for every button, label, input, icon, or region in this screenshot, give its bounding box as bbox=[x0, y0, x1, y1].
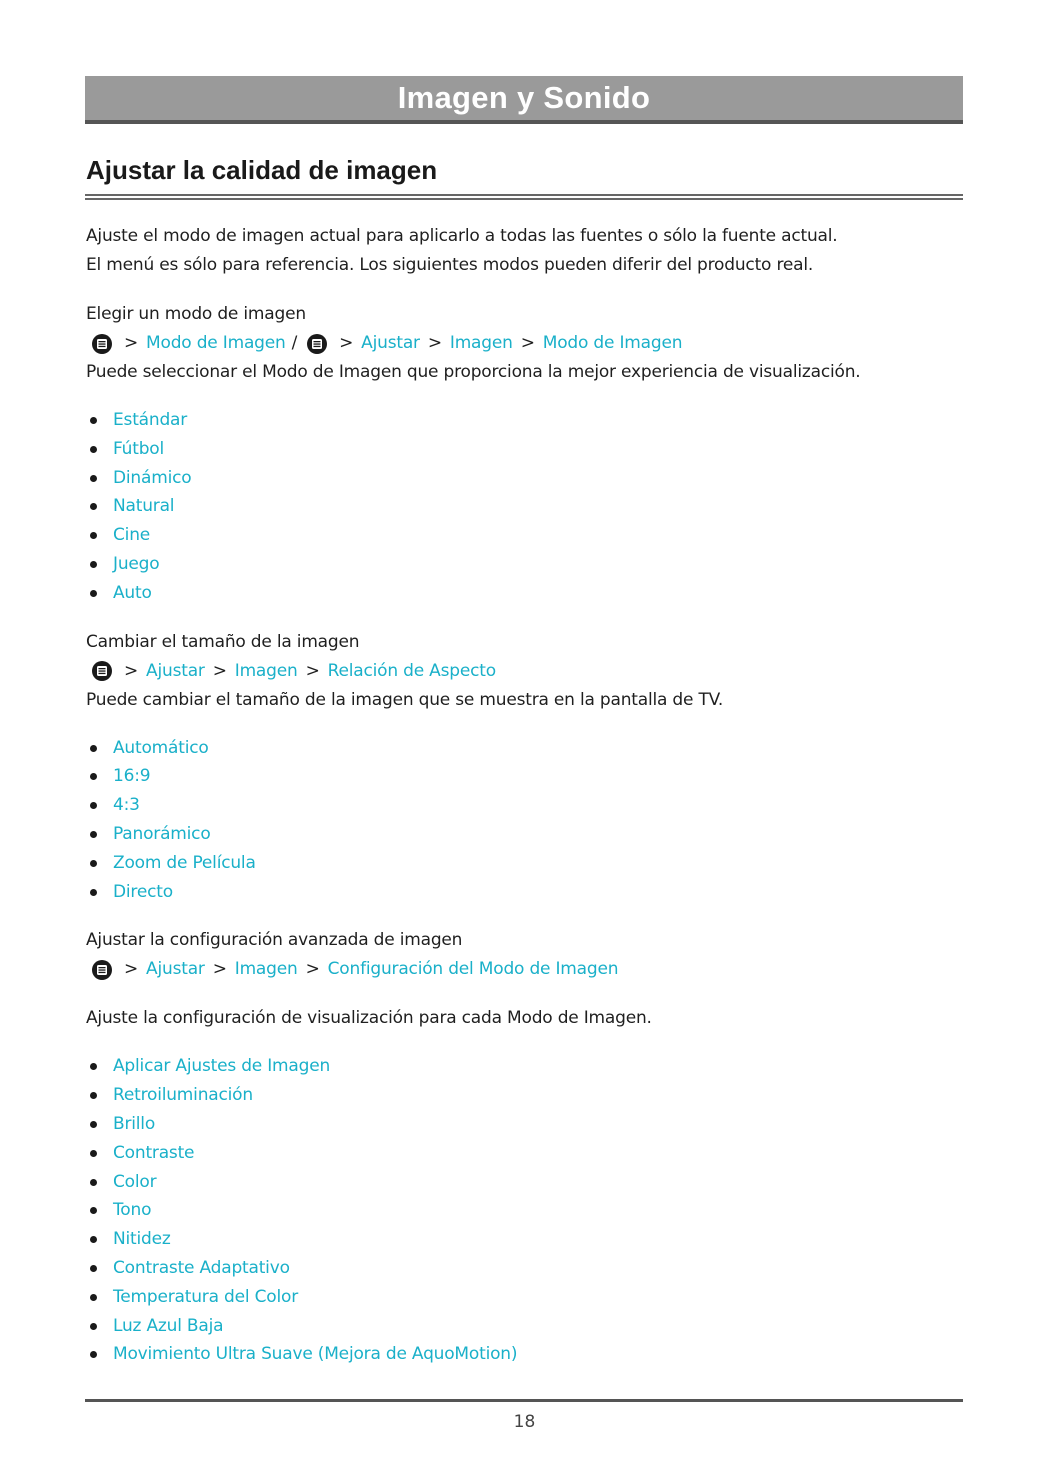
path-separator: > bbox=[124, 333, 139, 353]
menu-icon bbox=[305, 329, 329, 358]
list-item[interactable]: Temperatura del Color bbox=[86, 1283, 966, 1312]
path-link-picture-mode-settings[interactable]: Configuración del Modo de Imagen bbox=[327, 959, 619, 980]
picture-mode-description: Puede seleccionar el Modo de Imagen que proporciona la mejor experiencia de visualización. bbox=[86, 362, 861, 382]
list-item[interactable]: Fútbol bbox=[86, 435, 966, 464]
path-link-settings[interactable]: Ajustar bbox=[146, 959, 205, 980]
path-separator: > bbox=[124, 660, 139, 681]
list-item[interactable]: Auto bbox=[86, 579, 966, 608]
list-item[interactable]: Retroiluminación bbox=[86, 1081, 966, 1110]
advanced-menu-path bbox=[86, 955, 966, 984]
path-separator: > bbox=[427, 333, 442, 353]
footer-divider bbox=[85, 1399, 963, 1402]
path-link-settings[interactable]: Ajustar bbox=[146, 660, 205, 681]
path-separator: > bbox=[305, 959, 320, 980]
bullet bbox=[90, 475, 97, 482]
bullet bbox=[90, 889, 97, 896]
bullet bbox=[90, 1207, 97, 1214]
list-item[interactable]: Automático bbox=[86, 734, 966, 763]
aspect-ratio-heading: Cambiar el tamaño de la imagen bbox=[86, 631, 360, 652]
bullet bbox=[90, 773, 97, 780]
bullet bbox=[90, 590, 97, 597]
menu-icon bbox=[90, 955, 114, 984]
aspect-ratio-description: Puede cambiar el tamaño de la imagen que se muestra en la pantalla de TV. bbox=[86, 689, 724, 710]
path-separator: > bbox=[212, 959, 227, 980]
list-item[interactable]: Contraste bbox=[86, 1139, 966, 1168]
section-title: Ajustar la calidad de imagen bbox=[86, 155, 438, 185]
path-link-aspect-ratio[interactable]: Relación de Aspecto bbox=[327, 660, 496, 681]
list-item[interactable]: Zoom de Película bbox=[86, 849, 966, 878]
list-item[interactable]: Tono bbox=[86, 1196, 966, 1225]
main-content bbox=[86, 222, 966, 1369]
page-number: 18 bbox=[513, 1412, 536, 1432]
list-item[interactable]: Luz Azul Baja bbox=[86, 1312, 966, 1341]
path-slash: / bbox=[291, 333, 298, 353]
bullet bbox=[90, 446, 97, 453]
intro-line-1: Ajuste el modo de imagen actual para aplicarlo a todas las fuentes o sólo la fuente actual. bbox=[86, 226, 838, 246]
list-item[interactable]: Dinámico bbox=[86, 464, 966, 493]
advanced-list bbox=[86, 1052, 966, 1369]
path-link-picture[interactable]: Imagen bbox=[234, 959, 298, 980]
bullet bbox=[90, 831, 97, 838]
list-item[interactable]: Movimiento Ultra Suave (Mejora de AquoMotion) bbox=[86, 1340, 966, 1369]
bullet bbox=[90, 532, 97, 539]
menu-icon bbox=[90, 657, 114, 686]
list-item[interactable]: Contraste Adaptativo bbox=[86, 1254, 966, 1283]
list-item[interactable]: Panorámico bbox=[86, 820, 966, 849]
bullet bbox=[90, 1121, 97, 1128]
path-link-settings[interactable]: Ajustar bbox=[361, 333, 420, 353]
bullet bbox=[90, 1265, 97, 1272]
path-link-picture-mode[interactable]: Modo de Imagen bbox=[146, 333, 286, 353]
path-separator: > bbox=[212, 660, 227, 681]
list-item[interactable]: Brillo bbox=[86, 1110, 966, 1139]
picture-mode-menu-path bbox=[86, 329, 966, 358]
list-item[interactable]: 4:3 bbox=[86, 791, 966, 820]
path-link-picture[interactable]: Imagen bbox=[449, 333, 513, 353]
path-separator: > bbox=[305, 660, 320, 681]
bullet bbox=[90, 745, 97, 752]
bullet bbox=[90, 561, 97, 568]
bullet bbox=[90, 1063, 97, 1070]
chapter-title: Imagen y Sonido bbox=[397, 80, 651, 115]
advanced-heading: Ajustar la configuración avanzada de imagen bbox=[86, 930, 463, 951]
bullet bbox=[90, 1323, 97, 1330]
list-item[interactable]: Nitidez bbox=[86, 1225, 966, 1254]
path-separator: > bbox=[339, 333, 354, 353]
list-item[interactable]: Natural bbox=[86, 492, 966, 521]
aspect-ratio-list bbox=[86, 734, 966, 907]
path-link-picture[interactable]: Imagen bbox=[234, 660, 298, 681]
bullet bbox=[90, 860, 97, 867]
path-separator: > bbox=[520, 333, 535, 353]
advanced-description: Ajuste la configuración de visualización para cada Modo de Imagen. bbox=[86, 1008, 652, 1029]
picture-mode-list bbox=[86, 406, 966, 608]
bullet bbox=[90, 1150, 97, 1157]
list-item[interactable]: Color bbox=[86, 1168, 966, 1197]
section-divider bbox=[85, 194, 963, 200]
list-item[interactable]: Juego bbox=[86, 550, 966, 579]
chapter-banner bbox=[85, 76, 963, 124]
list-item[interactable]: Estándar bbox=[86, 406, 966, 435]
menu-icon bbox=[90, 329, 114, 358]
list-item[interactable]: Directo bbox=[86, 878, 966, 907]
list-item[interactable]: Aplicar Ajustes de Imagen bbox=[86, 1052, 966, 1081]
list-item[interactable]: 16:9 bbox=[86, 762, 966, 791]
bullet bbox=[90, 1351, 97, 1358]
intro-line-2: El menú es sólo para referencia. Los siguientes modos pueden diferir del producto real. bbox=[86, 255, 814, 275]
bullet bbox=[90, 1236, 97, 1243]
bullet bbox=[90, 417, 97, 424]
path-separator: > bbox=[124, 959, 139, 980]
bullet bbox=[90, 1294, 97, 1301]
bullet bbox=[90, 1092, 97, 1099]
list-item[interactable]: Cine bbox=[86, 521, 966, 550]
bullet bbox=[90, 1179, 97, 1186]
aspect-ratio-menu-path bbox=[86, 657, 966, 686]
bullet bbox=[90, 503, 97, 510]
path-link-picture-mode-2[interactable]: Modo de Imagen bbox=[542, 333, 683, 353]
bullet bbox=[90, 802, 97, 809]
picture-mode-heading: Elegir un modo de imagen bbox=[86, 304, 306, 324]
